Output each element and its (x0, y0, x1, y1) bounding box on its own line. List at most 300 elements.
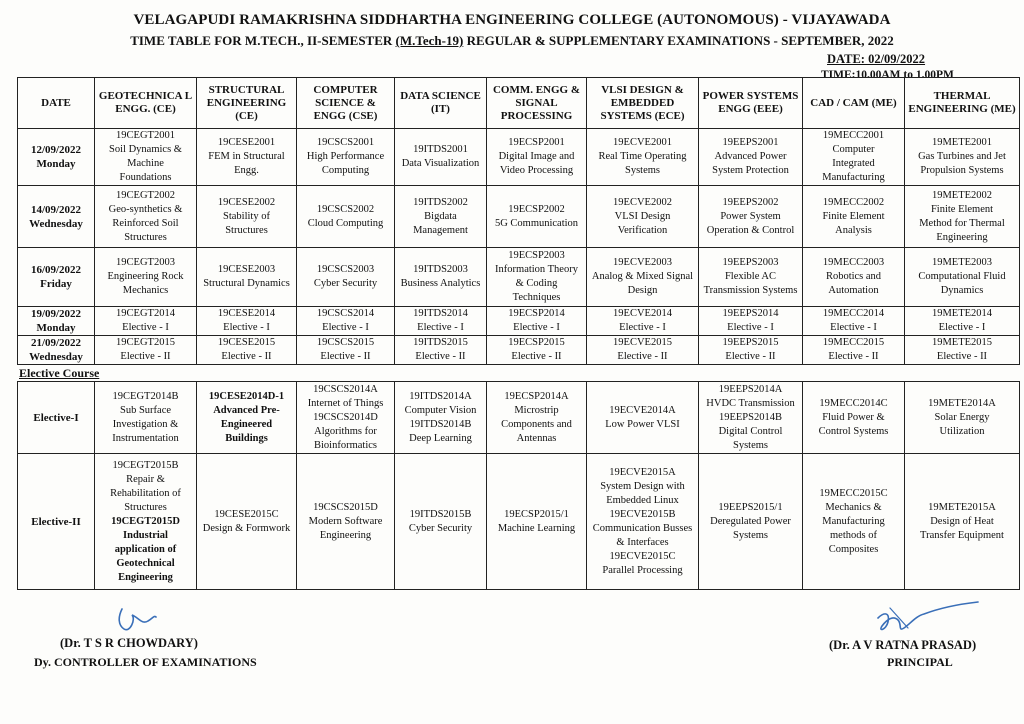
table-row (18, 307, 1020, 336)
column-header: COMM. ENGG & SIGNAL PROCESSING (487, 78, 587, 129)
cell-line: Gas Turbines and Jet (918, 151, 1006, 162)
exam-subject-cell (487, 248, 587, 307)
elective-course-title: Elective Course (19, 366, 100, 380)
cell-line: Control Systems (818, 425, 889, 437)
cell-line: Advanced Pre- (213, 404, 280, 416)
elective-option-cell (197, 382, 297, 454)
cell-line: 19METE2014A (928, 397, 996, 409)
cell-line: Embedded Linux (606, 494, 679, 506)
cell-line: Elective - II (221, 351, 272, 362)
elective-label: Elective-I (18, 382, 95, 454)
cell-line: Geotechnical (116, 557, 175, 569)
cell-line: Elective - I (417, 322, 464, 333)
exam-date-cell (18, 336, 95, 365)
cell-line: 19MECC2001 (822, 130, 885, 141)
cell-line: 19ITDS2015B (409, 508, 472, 520)
elective-option-cell (587, 382, 699, 454)
cell-line: Deep Learning (409, 432, 472, 444)
column-header: STRUCTURAL ENGINEERING (CE) (197, 78, 297, 129)
exam-subject-cell (197, 336, 297, 365)
column-header: DATE (18, 78, 95, 129)
cell-line: Structural Dynamics (203, 278, 290, 289)
cell-line: Automation (828, 285, 879, 296)
cell-line: 19ECVE2014A (609, 404, 676, 416)
timetable-title-prefix: TIME TABLE FOR M.TECH., II-SEMESTER (130, 33, 396, 48)
cell-line: Bioinformatics (314, 439, 377, 451)
column-header: POWER SYSTEMS ENGG (EEE) (699, 78, 803, 129)
right-signature (868, 598, 988, 642)
cell-line: Structures (124, 501, 167, 513)
cell-line: Microstrip (514, 404, 559, 416)
exam-subject-cell (395, 129, 487, 186)
right-signatory-role: PRINCIPAL (887, 655, 953, 669)
timetable-title (0, 33, 1024, 49)
cell-line: Mechanics (122, 285, 169, 296)
table-row (18, 336, 1020, 365)
cell-line: Computational Fluid (918, 271, 1006, 282)
cell-line: Techniques (512, 292, 561, 303)
cell-line: 19METE2015A (928, 501, 996, 513)
cell-line: Wednesday (29, 351, 83, 363)
cell-line: 19CESE2001 (217, 137, 276, 148)
exam-subject-cell (587, 336, 699, 365)
cell-line: 19EEPS2002 (722, 196, 779, 208)
cell-line: Elective - II (120, 351, 171, 362)
exam-subject-cell (699, 336, 803, 365)
cell-line: Modern Software (308, 515, 383, 527)
cell-line: methods of (830, 529, 877, 541)
cell-line: 19ECVE2003 (613, 257, 672, 268)
cell-line: Video Processing (499, 165, 574, 176)
cell-line: Elective - II (511, 351, 562, 362)
elective-option-cell (95, 454, 197, 590)
exam-subject-cell (487, 129, 587, 186)
cell-line: Operation & Control (706, 224, 795, 236)
cell-line: Machine Learning (497, 522, 576, 534)
cell-line: Elective - II (936, 351, 988, 362)
cell-line: 21/09/2022 (30, 337, 82, 349)
cell-line: Elective - I (513, 322, 560, 333)
cell-line: Rehabilitation of (110, 487, 181, 499)
exam-subject-cell (487, 336, 587, 365)
cell-line: 19MECC2015 (822, 337, 885, 348)
cell-line: Elective - I (619, 322, 666, 333)
cell-line: System Protection (712, 165, 789, 176)
cell-line: Bigdata (424, 210, 457, 222)
cell-line: Engineered (220, 418, 273, 430)
table-row (18, 186, 1020, 248)
cell-line: & Interfaces (616, 536, 669, 548)
cell-line: Geo-synthetics & (108, 203, 183, 215)
exam-time: TIME:10.00AM to 1.00PM (821, 69, 954, 81)
cell-line: 19CEGT2003 (116, 257, 175, 268)
exam-subject-cell (803, 248, 905, 307)
cell-line: 19METE2003 (931, 257, 993, 268)
cell-line: 19MECC2002 (822, 196, 885, 208)
exam-date-cell (18, 129, 95, 186)
exam-subject-cell (699, 186, 803, 248)
exam-subject-cell (487, 186, 587, 248)
cell-line: 19CESE2014 (217, 308, 276, 319)
exam-subject-cell (487, 307, 587, 336)
cell-line: 19CSCS2003 (316, 264, 375, 275)
cell-line: 19ECVE2015C (609, 550, 676, 562)
exam-subject-cell (905, 129, 1020, 186)
table-row (18, 129, 1020, 186)
exam-subject-cell (395, 186, 487, 248)
exam-subject-cell (95, 129, 197, 186)
cell-line: Computer (832, 144, 875, 155)
exam-subject-cell (395, 248, 487, 307)
cell-line: Transmission Systems (703, 285, 798, 296)
cell-line: 19CSCS2014D (313, 411, 378, 423)
cell-line: 19EEPS2015/1 (718, 501, 783, 513)
exam-subject-cell (395, 307, 487, 336)
cell-line: 19ITDS2014 (413, 308, 468, 319)
cell-line: Systems (732, 529, 768, 541)
cell-line: 12/09/2022 (30, 144, 82, 156)
cell-line: VLSI Design (614, 210, 671, 222)
exam-date-cell (18, 307, 95, 336)
cell-line: System Design with (600, 480, 685, 492)
cell-line: Deregulated Power (710, 515, 791, 527)
exam-subject-cell (395, 336, 487, 365)
cell-line: 19METE2001 (931, 137, 993, 148)
exam-subject-cell (297, 307, 395, 336)
cell-line: 19CEGT2014B (112, 390, 179, 402)
cell-line: 19EEPS2001 (722, 137, 779, 148)
cell-line: Monday (36, 322, 76, 334)
cell-line: Communication Busses (592, 522, 693, 534)
cell-line: Elective - II (320, 351, 371, 362)
cell-line: Engineering (118, 571, 173, 583)
cell-line: Real Time Operating (598, 151, 687, 162)
cell-line: Wednesday (29, 217, 83, 230)
column-header: COMPUTER SCIENCE & ENGG (CSE) (297, 78, 395, 129)
exam-date-cell (18, 248, 95, 307)
elective-row (18, 382, 1020, 454)
cell-line: Elective - I (322, 322, 369, 333)
cell-line: Elective - I (223, 322, 270, 333)
cell-line: Analysis (835, 224, 872, 236)
cell-line: Foundations (119, 172, 172, 183)
exam-subject-cell (699, 248, 803, 307)
cell-line: Elective - II (828, 351, 879, 362)
issue-date: DATE: 02/09/2022 (827, 52, 926, 66)
elective-option-cell (905, 454, 1020, 590)
cell-line: Elective - I (938, 322, 986, 333)
cell-line: 19EEPS2014B (718, 411, 782, 423)
exam-subject-cell (587, 248, 699, 307)
cell-line: 19ECSP2001 (508, 137, 565, 148)
cell-line: Method for Thermal (919, 217, 1005, 229)
left-signatory-role: Dy. CONTROLLER OF EXAMINATIONS (34, 655, 257, 669)
exam-subject-cell (95, 248, 197, 307)
exam-subject-cell (699, 307, 803, 336)
cell-line: Repair & (126, 473, 165, 485)
elective-row (18, 454, 1020, 590)
cell-line: 19/09/2022 (30, 308, 82, 320)
cell-line: 19ECVE2015 (613, 337, 672, 348)
cell-line: Advanced Power (714, 151, 787, 162)
cell-line: 19CEGT2015 (116, 337, 175, 348)
elective-table (17, 381, 1020, 590)
cell-line: 19CSCS2015D (313, 501, 378, 513)
cell-line: 19CEGT2015B (112, 459, 179, 471)
exam-subject-cell (587, 307, 699, 336)
cell-line: 19ECSP2015/1 (504, 508, 569, 520)
cell-line: 19ITDS2015 (413, 337, 468, 348)
elective-option-cell (587, 454, 699, 590)
cell-line: Machine (127, 158, 164, 169)
elective-option-cell (95, 382, 197, 454)
cell-line: Fluid Power & (822, 411, 885, 423)
elective-option-cell (395, 454, 487, 590)
exam-subject-cell (803, 186, 905, 248)
cell-line: Finite Element (930, 203, 994, 215)
cell-line: Structures (124, 231, 167, 243)
exam-subject-cell (905, 186, 1020, 248)
exam-subject-cell (297, 248, 395, 307)
column-header: VLSI DESIGN & EMBEDDED SYSTEMS (ECE) (587, 78, 699, 129)
cell-line: Parallel Processing (602, 564, 683, 576)
cell-line: 19METE2014 (931, 308, 993, 319)
cell-line: 19CSCS2001 (316, 137, 375, 148)
cell-line: Dynamics (940, 285, 984, 296)
cell-line: Business Analytics (400, 278, 481, 289)
cell-line: Components and (501, 418, 572, 430)
cell-line: Algorithms for (314, 425, 377, 437)
cell-line: 19ECSP2003 (508, 250, 565, 261)
cell-line: 19CSCS2002 (316, 203, 375, 215)
cell-line: Data Visualization (401, 158, 480, 169)
cell-line: Design (627, 285, 658, 296)
cell-line: 19CEGT2002 (116, 189, 175, 201)
exam-subject-cell (905, 248, 1020, 307)
exam-subject-cell (197, 307, 297, 336)
column-header: GEOTECHNICA L ENGG. (CE) (95, 78, 197, 129)
college-title: VELAGAPUDI RAMAKRISHNA SIDDHARTHA ENGINEERING COLLEGE (AUTONOMOUS) - VIJAYAWADA (133, 12, 891, 28)
elective-option-cell (297, 454, 395, 590)
left-signatory-name: (Dr. T S R CHOWDARY) (60, 636, 198, 650)
elective-option-cell (197, 454, 297, 590)
cell-line: Computer Vision (404, 404, 477, 416)
cell-line: Engg. (234, 165, 259, 176)
cell-line: Low Power VLSI (605, 418, 680, 430)
cell-line: 19EEPS2015 (722, 337, 779, 348)
cell-line: Analog & Mixed Signal (591, 271, 694, 282)
exam-subject-cell (587, 129, 699, 186)
column-header: CAD / CAM (ME) (803, 78, 905, 129)
cell-line: 19CSCS2015 (316, 337, 375, 348)
cell-line: Utilization (939, 425, 985, 437)
cell-line: Stability of (223, 210, 270, 222)
regulation-label: (M.Tech-19) (395, 33, 464, 48)
cell-line: 19ECSP2002 (508, 203, 565, 215)
cell-line: 19CSCS2014A (313, 383, 378, 395)
cell-line: Flexible AC (724, 271, 777, 282)
cell-line: Instrumentation (112, 432, 179, 444)
elective-option-cell (395, 382, 487, 454)
cell-line: 19ITDS2014B (409, 418, 472, 430)
cell-line: FEM in Structural (208, 151, 285, 162)
cell-line: Elective - I (830, 322, 877, 333)
cell-line: Cyber Security (408, 522, 473, 534)
cell-line: 19CESE2015 (217, 337, 276, 348)
cell-line: Engineering (936, 231, 988, 243)
exam-subject-cell (95, 307, 197, 336)
cell-line: Reinforced Soil (112, 217, 179, 229)
cell-line: Integrated (832, 158, 875, 169)
elective-option-cell (803, 382, 905, 454)
exam-subject-cell (197, 248, 297, 307)
cell-line: Cyber Security (313, 278, 378, 289)
cell-line: 19MECC2003 (822, 257, 885, 268)
cell-line: 19CEGT2014 (116, 308, 175, 319)
exam-subject-cell (297, 186, 395, 248)
cell-line: Computing (321, 165, 370, 176)
cell-line: Engineering (319, 529, 372, 541)
cell-line: Elective - I (727, 322, 774, 333)
cell-line: Digital Image and (498, 151, 575, 162)
cell-line: Systems (624, 165, 660, 176)
exam-subject-cell (803, 129, 905, 186)
cell-line: Elective - II (725, 351, 776, 362)
cell-line: 19CESE2003 (217, 264, 276, 275)
cell-line: Cloud Computing (307, 217, 384, 229)
cell-line: Propulsion Systems (920, 165, 1004, 176)
cell-line: Mechanics & (825, 501, 882, 513)
cell-line: Monday (36, 158, 76, 170)
exam-subject-cell (297, 336, 395, 365)
cell-line: & Coding (515, 278, 558, 289)
cell-line: Elective - I (122, 322, 169, 333)
cell-line: 19ITDS2001 (413, 144, 468, 155)
cell-line: Information Theory (495, 264, 578, 275)
column-header: DATA SCIENCE (IT) (395, 78, 487, 129)
cell-line: 19EEPS2003 (722, 257, 779, 268)
elective-option-cell (487, 382, 587, 454)
cell-line: 19ECVE2014 (613, 308, 672, 319)
elective-option-cell (699, 382, 803, 454)
column-header: THERMAL ENGINEERING (ME) (905, 78, 1020, 129)
exam-subject-cell (197, 129, 297, 186)
cell-line: Friday (40, 278, 72, 290)
cell-line: Soil Dynamics & (109, 144, 182, 155)
cell-line: Composites (828, 543, 879, 555)
exam-timetable (17, 77, 1020, 365)
cell-line: 19ECSP2014A (504, 390, 569, 402)
exam-subject-cell (803, 336, 905, 365)
exam-subject-cell (587, 186, 699, 248)
cell-line: 19ECVE2002 (613, 196, 672, 208)
cell-line: 19EEPS2014A (718, 383, 783, 395)
cell-line: Buildings (225, 432, 268, 444)
cell-line: Elective - II (415, 351, 466, 362)
cell-line: 19METE2015 (931, 337, 993, 348)
cell-line: HVDC Transmission (706, 397, 795, 409)
exam-subject-cell (95, 186, 197, 248)
cell-line: 19CESE2015C (214, 508, 279, 520)
cell-line: 19CEGT2001 (116, 130, 175, 141)
cell-line: Systems (732, 439, 768, 451)
cell-line: Structures (225, 224, 268, 236)
cell-line: 19ITDS2014A (409, 390, 472, 402)
cell-line: 19ITDS2002 (413, 196, 468, 208)
elective-option-cell (487, 454, 587, 590)
cell-line: Verification (617, 224, 668, 236)
cell-line: 19ITDS2003 (413, 264, 468, 275)
exam-subject-cell (297, 129, 395, 186)
cell-line: High Performance (306, 151, 385, 162)
cell-line: Management (413, 224, 468, 236)
cell-line: 19ECSP2014 (508, 308, 565, 319)
exam-subject-cell (197, 186, 297, 248)
exam-subject-cell (905, 307, 1020, 336)
exam-subject-cell (803, 307, 905, 336)
cell-line: Engineering Rock (107, 271, 184, 282)
cell-line: 19ECSP2015 (508, 337, 565, 348)
exam-date-cell (18, 186, 95, 248)
exam-subject-cell (905, 336, 1020, 365)
cell-line: Internet of Things (307, 397, 384, 409)
exam-subject-cell (699, 129, 803, 186)
cell-line: 19ECVE2001 (613, 137, 672, 148)
cell-line: Robotics and (825, 271, 882, 282)
elective-option-cell (905, 382, 1020, 454)
cell-line: 19CEGT2015D (111, 515, 180, 527)
cell-line: 14/09/2022 (30, 203, 82, 216)
cell-line: 19EEPS2014 (722, 308, 779, 319)
cell-line: Elective - II (617, 351, 668, 362)
cell-line: Transfer Equipment (920, 529, 1004, 541)
right-signatory-name: (Dr. A V RATNA PRASAD) (829, 638, 977, 652)
cell-line: 19ECVE2015A (609, 466, 676, 478)
cell-line: 19MECC2014 (822, 308, 885, 319)
cell-line: Design & Formwork (202, 522, 291, 534)
elective-option-cell (699, 454, 803, 590)
cell-line: 19MECC2015C (819, 487, 888, 499)
cell-line: 5G Communication (494, 217, 579, 229)
cell-line: Solar Energy (934, 411, 990, 423)
cell-line: 19CSCS2014 (316, 308, 375, 319)
table-row (18, 248, 1020, 307)
cell-line: application of (114, 543, 177, 555)
cell-line: 19ECVE2015B (609, 508, 676, 520)
cell-line: 19CESE2014D-1 (208, 390, 285, 402)
cell-line: 19METE2002 (931, 189, 993, 201)
cell-line: Design of Heat (930, 515, 994, 527)
cell-line: Industrial (123, 529, 168, 541)
elective-label: Elective-II (18, 454, 95, 590)
elective-option-cell (803, 454, 905, 590)
cell-line: Power System (720, 210, 781, 222)
cell-line: Sub Surface (119, 404, 172, 416)
cell-line: Antennas (516, 432, 557, 444)
exam-table-header (18, 78, 1020, 129)
elective-option-cell (297, 382, 395, 454)
timetable-title-suffix: REGULAR & SUPPLEMENTARY EXAMINATIONS - SEPTEMBER, 2022 (463, 33, 894, 48)
cell-line: 16/09/2022 (30, 264, 82, 276)
cell-line: Manufacturing (822, 515, 885, 527)
cell-line: Digital Control (718, 425, 783, 437)
cell-line: 19MECC2014C (819, 397, 888, 409)
cell-line: Manufacturing (822, 172, 885, 183)
cell-line: 19CESE2002 (217, 196, 276, 208)
exam-subject-cell (95, 336, 197, 365)
cell-line: Investigation & (112, 418, 179, 430)
cell-line: Finite Element (822, 210, 885, 222)
